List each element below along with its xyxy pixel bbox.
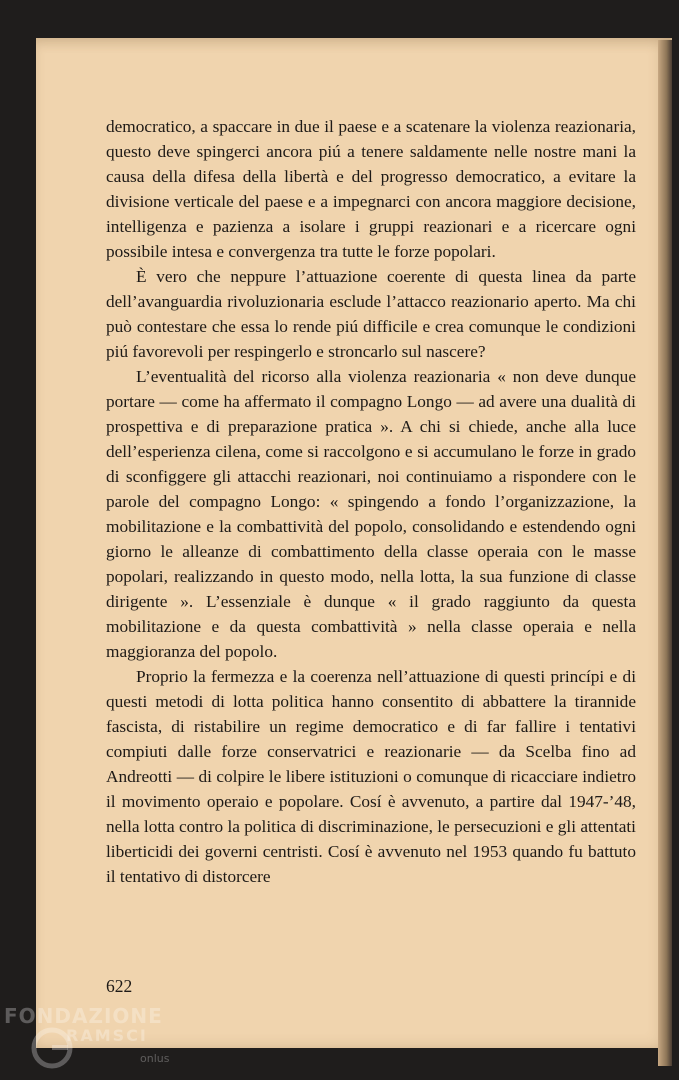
watermark-line-3: onlus	[140, 1052, 170, 1065]
watermark	[4, 1004, 174, 1076]
paragraph-1: democratico, a spaccare in due il paese e a scatenare la violenza reazionaria, questo deve spingerci ancora piú a tenere saldamente nelle nostre mani la causa della difesa della libertà e del progresso democratico, a evitare la divisione verticale del paese e a impegnarci con ancora maggiore decisione, intelligenza e pazienza a isolare i gruppi reazionari e a ricercare ogni possibile intesa e convergenza tra tutte le forze popolari.	[106, 117, 636, 261]
body-text	[106, 114, 636, 889]
watermark-line-2: RAMSCI	[66, 1026, 148, 1045]
watermark-line-1: FONDAZIONE	[4, 1004, 163, 1028]
page-edge	[658, 40, 672, 1066]
paragraph-2: È vero che neppure l’attuazione coerente di questa linea da parte dell’avanguardia rivoluzionaria esclude l’attacco reazionario aperto. Ma chi può contestare che essa lo rende piú difficile e crea comunque le condizioni piú favorevoli per respingerlo e stroncarlo sul nascere?	[106, 267, 636, 361]
page-number: 622	[106, 976, 133, 996]
paragraph-4: Proprio la fermezza e la coerenza nell’attuazione di questi princípi e di questi metodi di lotta politica hanno consentito di abbattere la tirannide fascista, di ristabilire un regime democratico e di far fallire i tentativi compiuti dalle forze conservatrici e reazionarie — da Scelba fino ad Andreotti — di colpire le libere istituzioni o comunque di ricacciare indietro il movimento operaio e popolare. Cosí è avvenuto, a partire dal 1947-’48, nella lotta contro la politica di discriminazione, le persecuzioni e gli attentati liberticidi dei governi centristi. Cosí è avvenuto nel 1953 quando fu battuto il tentativo di distorcere	[106, 667, 636, 886]
paragraph-3: L’eventualità del ricorso alla violenza reazionaria « non deve dunque portare — come ha affermato il compagno Longo — ad avere una dualità di prospettiva e di preparazione pratica ». A chi si chiede, anche alla luce dell’esperienza cilena, come si raccolgono e si accumulano le forze in grado di sconfiggere gli attacchi reazionari, noi continuiamo a rispondere con le parole del compagno Longo: « spingendo a fondo l’organizzazione, la mobilitazione e la combattività del popolo, consolidando e estendendo ogni giorno le alleanze di combattimento della classe operaia con le masse popolari, realizzando in questo modo, nella lotta, la sua funzione di classe dirigente ». L’essenziale è dunque « il grado raggiunto da questa mobilitazione e da questa combattività » nella classe operaia e nella maggioranza del popolo.	[106, 367, 636, 661]
